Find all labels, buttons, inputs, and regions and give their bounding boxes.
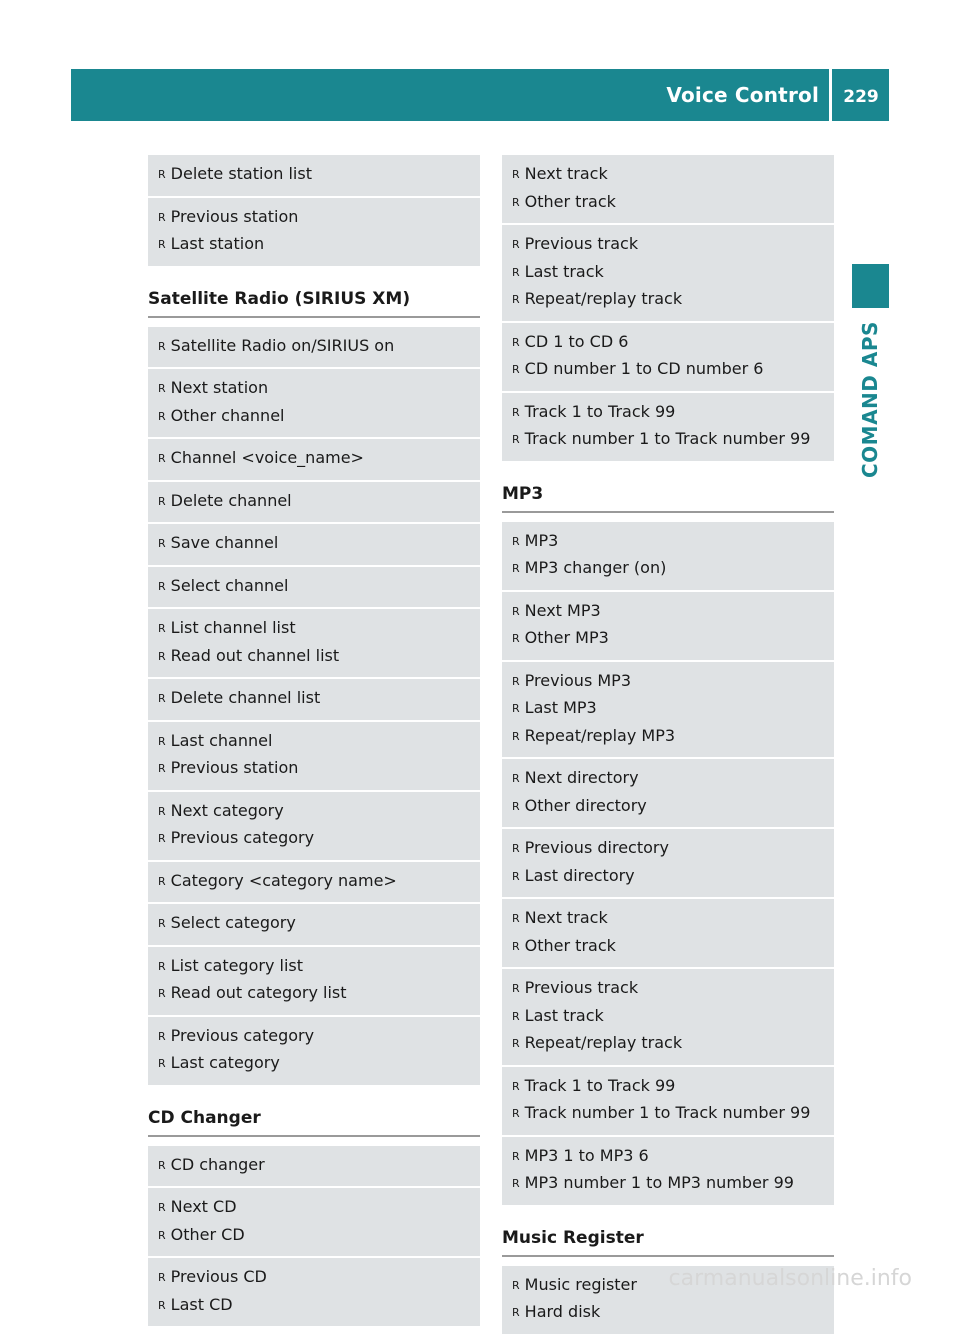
voice-command: R Next directory — [512, 765, 824, 793]
voice-command: R Previous directory — [512, 835, 824, 863]
voice-command: R Previous CD — [158, 1264, 470, 1292]
voice-command: R Next MP3 — [512, 598, 824, 626]
voice-command: R Track number 1 to Track number 99 — [512, 1100, 824, 1128]
command-row — [148, 524, 480, 567]
voice-command: R Next track — [512, 161, 824, 189]
page-title: Voice Control — [666, 83, 819, 107]
voice-command: R Read out channel list — [158, 643, 470, 671]
voice-command: R Next station — [158, 375, 470, 403]
command-row — [148, 369, 480, 439]
command-row — [148, 198, 480, 266]
voice-command: R Last station — [158, 231, 470, 259]
voice-command: R Next track — [512, 905, 824, 933]
section-heading-satellite-radio-sirius-xm: Satellite Radio (SIRIUS XM) — [148, 288, 480, 318]
voice-command: R Other directory — [512, 793, 824, 821]
command-row — [148, 722, 480, 792]
command-row — [502, 592, 834, 662]
voice-command: R CD changer — [158, 1152, 470, 1180]
voice-command: R Category <category name> — [158, 868, 470, 896]
command-row — [148, 947, 480, 1017]
page-number: 229 — [843, 87, 879, 107]
voice-command: R Delete channel — [158, 488, 470, 516]
voice-command: R Previous category — [158, 825, 470, 853]
voice-command: R Next CD — [158, 1194, 470, 1222]
command-row — [148, 862, 480, 905]
command-row — [502, 155, 834, 225]
watermark: carmanualsonline.info — [668, 1266, 912, 1291]
voice-command: R Last CD — [158, 1292, 470, 1320]
voice-command: R List category list — [158, 953, 470, 981]
voice-command: R Last MP3 — [512, 695, 824, 723]
voice-command: R Previous station — [158, 204, 470, 232]
voice-command: R CD 1 to CD 6 — [512, 329, 824, 357]
command-row — [148, 792, 480, 862]
section-heading-music-register: Music Register — [502, 1227, 834, 1257]
voice-command: R Read out category list — [158, 980, 470, 1008]
command-row — [148, 609, 480, 679]
section-tab-marker — [852, 264, 889, 308]
voice-command: R Select category — [158, 910, 470, 938]
command-row — [148, 439, 480, 482]
voice-command: R Previous MP3 — [512, 668, 824, 696]
voice-command: R Last track — [512, 1003, 824, 1031]
voice-command: R MP3 changer (on) — [512, 555, 824, 583]
voice-command: R MP3 number 1 to MP3 number 99 — [512, 1170, 824, 1198]
voice-command: R Previous track — [512, 231, 824, 259]
voice-command: R Previous track — [512, 975, 824, 1003]
command-row — [148, 1146, 480, 1189]
voice-command: R Repeat/replay MP3 — [512, 723, 824, 751]
command-row — [148, 482, 480, 525]
voice-command: R Channel <voice_name> — [158, 445, 470, 473]
command-row — [502, 662, 834, 760]
voice-command: R CD number 1 to CD number 6 — [512, 356, 824, 384]
section-heading-cd-changer: CD Changer — [148, 1107, 480, 1137]
voice-command: R Track 1 to Track 99 — [512, 1073, 824, 1101]
voice-command: R List channel list — [158, 615, 470, 643]
voice-command: R Repeat/replay track — [512, 286, 824, 314]
voice-command: R Track number 1 to Track number 99 — [512, 426, 824, 454]
header-divider — [829, 69, 832, 121]
command-row — [148, 679, 480, 722]
voice-command: R MP3 — [512, 528, 824, 556]
left-column — [148, 155, 480, 1326]
voice-command: R Previous category — [158, 1023, 470, 1051]
voice-command: R Other track — [512, 189, 824, 217]
command-table — [148, 327, 480, 1085]
voice-command: R MP3 1 to MP3 6 — [512, 1143, 824, 1171]
section-heading-mp3: MP3 — [502, 483, 834, 513]
page-header — [71, 69, 889, 121]
command-row — [502, 393, 834, 461]
command-row — [148, 1017, 480, 1085]
voice-command: R Select channel — [158, 573, 470, 601]
command-row — [502, 969, 834, 1067]
command-table — [148, 155, 480, 266]
command-row — [502, 522, 834, 592]
voice-command: R Save channel — [158, 530, 470, 558]
command-row — [148, 155, 480, 198]
voice-command: R Other MP3 — [512, 625, 824, 653]
voice-command: R Track 1 to Track 99 — [512, 399, 824, 427]
command-row — [502, 829, 834, 899]
voice-command: R Previous station — [158, 755, 470, 783]
voice-command: R Delete station list — [158, 161, 470, 189]
voice-command: R Satellite Radio on/SIRIUS on — [158, 333, 470, 361]
command-table — [148, 1146, 480, 1327]
voice-command: R Other channel — [158, 403, 470, 431]
voice-command: R Repeat/replay track — [512, 1030, 824, 1058]
voice-command: R Next category — [158, 798, 470, 826]
section-side-label: COMAND APS — [858, 321, 882, 478]
command-row — [502, 323, 834, 393]
voice-command: R Last directory — [512, 863, 824, 891]
command-row — [502, 1067, 834, 1137]
command-row — [502, 225, 834, 323]
voice-command: R Delete channel list — [158, 685, 470, 713]
voice-command: R Last channel — [158, 728, 470, 756]
command-row — [502, 759, 834, 829]
command-row — [148, 567, 480, 610]
command-row — [148, 904, 480, 947]
voice-command: R Other track — [512, 933, 824, 961]
voice-command: R Music register — [512, 1272, 824, 1300]
command-row — [148, 1188, 480, 1258]
command-table — [502, 155, 834, 461]
right-column — [502, 155, 834, 1334]
command-row — [148, 327, 480, 370]
command-row — [502, 1137, 834, 1205]
voice-command: R Hard disk — [512, 1299, 824, 1327]
voice-command: R Last track — [512, 259, 824, 287]
command-table — [502, 522, 834, 1205]
voice-command: R Other CD — [158, 1222, 470, 1250]
command-row — [502, 899, 834, 969]
voice-command: R Last category — [158, 1050, 470, 1078]
